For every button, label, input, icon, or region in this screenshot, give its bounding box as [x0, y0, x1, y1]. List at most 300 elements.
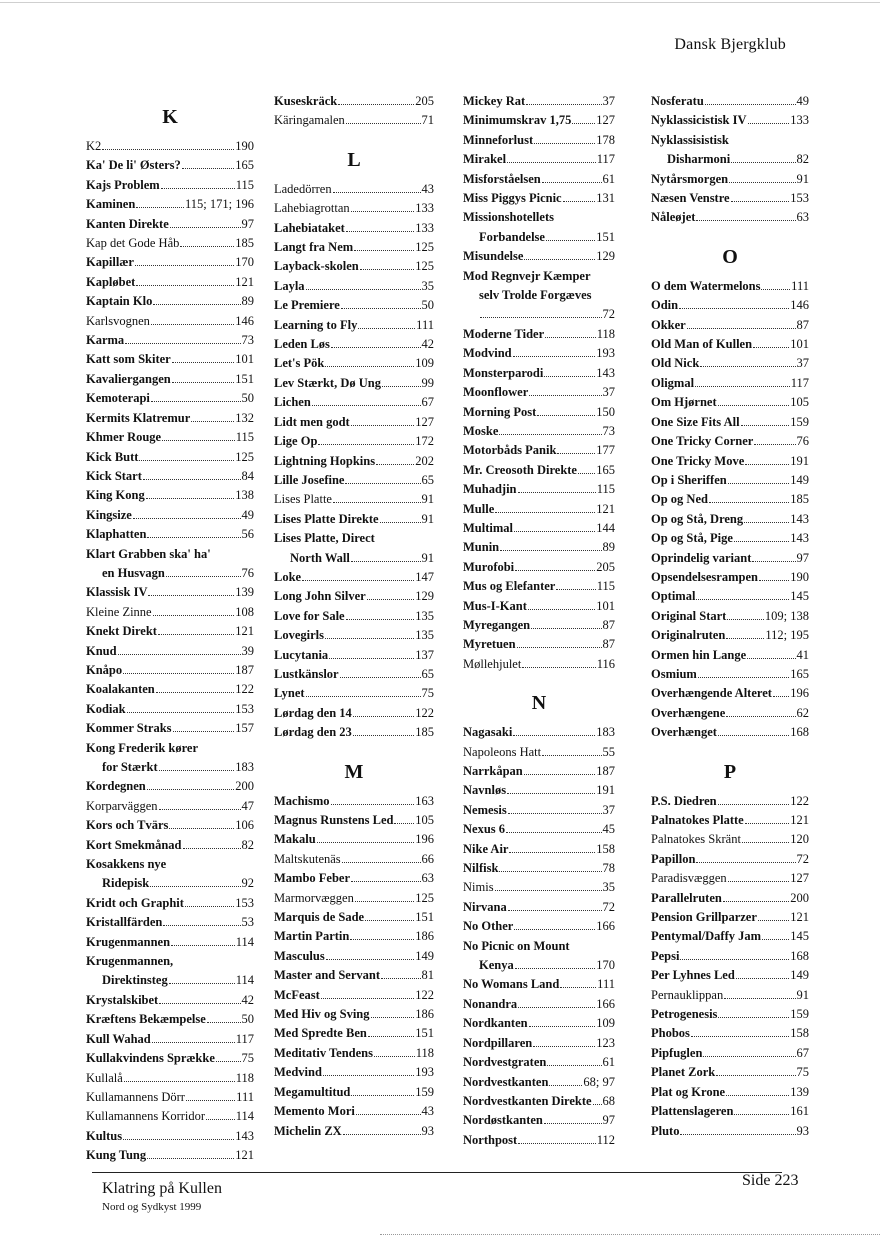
index-entry: [274, 92, 434, 111]
index-entry: [274, 1083, 434, 1102]
dot-leader: [161, 188, 235, 189]
page-reference: 42: [421, 337, 434, 352]
index-entry: [86, 467, 254, 486]
route-name: Kridt och Graphit: [86, 895, 184, 910]
index-entry: [651, 830, 809, 849]
index-entry: [274, 529, 434, 548]
route-name: Pernauklippan: [651, 987, 724, 1002]
index-entry: [86, 836, 254, 855]
index-entry: [463, 170, 615, 189]
route-name: Muhadjin: [463, 482, 517, 497]
page-reference: 200: [790, 890, 809, 905]
index-entry: [651, 277, 809, 296]
index-entry: [463, 383, 615, 402]
page-reference: 170: [596, 958, 615, 973]
page-reference: 115: [596, 482, 615, 497]
dot-leader: [762, 939, 789, 940]
dot-leader: [687, 328, 796, 329]
dot-leader: [158, 634, 234, 635]
index-entry: [651, 587, 809, 606]
index-entry: [274, 296, 434, 315]
route-name: Osmium: [651, 666, 697, 681]
route-name: Morning Post: [463, 404, 537, 419]
route-name: Lørdag den 23: [274, 725, 352, 740]
index-entry: [463, 635, 615, 654]
dot-leader: [191, 421, 234, 422]
route-name: Nytårsmorgen: [651, 171, 729, 186]
dot-leader: [143, 479, 241, 480]
dot-leader: [345, 483, 420, 484]
route-name: Napoleons Hatt: [463, 744, 542, 759]
page-reference: 116: [596, 656, 615, 671]
index-entry-continuation: [86, 971, 254, 990]
route-name: O dem Watermelons: [651, 278, 761, 293]
route-name: for Stærkt: [102, 760, 158, 774]
page-reference: 145: [790, 929, 809, 944]
index-entry: [463, 840, 615, 859]
route-name: Nimis: [463, 880, 494, 895]
page-reference: 72: [602, 899, 615, 914]
page-reference: 205: [596, 559, 615, 574]
dot-leader: [680, 959, 789, 960]
page-reference: 117: [235, 1031, 254, 1046]
page-reference: 41: [796, 647, 809, 662]
index-entry: [463, 743, 615, 762]
page-reference: 108: [235, 604, 254, 619]
footer-subtitle: Nord og Sydkyst 1999: [102, 1201, 202, 1213]
route-name: Nexus 6: [463, 822, 506, 837]
index-entry: [651, 607, 809, 626]
dot-leader: [318, 444, 414, 445]
page-reference: 63: [421, 871, 434, 886]
route-name: Long John Silver: [274, 589, 366, 604]
page-reference: 139: [235, 585, 254, 600]
page-reference: 187: [596, 764, 615, 778]
index-entry: [274, 316, 434, 335]
route-name: Myregangen: [463, 617, 531, 632]
page-reference: 35: [602, 880, 615, 895]
route-name: No Other: [463, 919, 514, 934]
page-reference: 91: [421, 492, 434, 507]
page-reference: 153: [235, 701, 254, 716]
dot-leader: [507, 793, 595, 794]
dot-leader: [718, 735, 789, 736]
page-reference: 190: [235, 139, 254, 153]
page-reference: 105: [790, 395, 809, 410]
page-reference: 72: [796, 851, 809, 866]
index-entry: [651, 510, 809, 529]
index-entry: [463, 1111, 615, 1130]
page-reference: 39: [241, 643, 254, 658]
dot-leader: [147, 789, 235, 790]
page-reference: 127: [790, 871, 809, 886]
index-entry: [651, 1122, 809, 1141]
route-name: Lises Platte, Direct: [274, 531, 375, 546]
dot-leader: [159, 1003, 240, 1004]
index-entry: [86, 700, 254, 719]
route-name: Miss Piggys Picnic: [463, 191, 562, 206]
dot-leader: [544, 1123, 602, 1124]
index-entry: [651, 432, 809, 451]
index-entry: [651, 316, 809, 335]
route-name: Nordøstkanten: [463, 1113, 543, 1128]
dot-leader: [356, 1114, 421, 1115]
page-reference: 121: [790, 910, 809, 925]
page-reference: 122: [415, 705, 434, 720]
index-entry: [651, 92, 809, 111]
route-name: Nagasaki: [463, 725, 513, 740]
page-reference: 109; 138: [764, 608, 809, 623]
dot-leader: [752, 561, 795, 562]
page-reference: 93: [796, 1123, 809, 1138]
dot-leader: [679, 308, 789, 309]
dot-leader: [744, 522, 789, 523]
page-reference: 185: [790, 492, 809, 507]
route-name: Multimal: [463, 520, 513, 535]
dot-leader: [325, 366, 414, 367]
route-name: Learning to Fly: [274, 317, 358, 332]
dot-leader: [376, 464, 414, 465]
route-name: Missionshotellets: [463, 210, 554, 225]
index-entry: [86, 991, 254, 1010]
dot-leader: [508, 910, 602, 911]
page-reference: 56: [241, 527, 254, 542]
route-name: North Wall: [290, 550, 350, 565]
route-name: Pentymal/Daffy Jam: [651, 929, 762, 944]
page-reference: 62: [796, 705, 809, 720]
index-entry: [463, 995, 615, 1014]
route-name: Pipfuglen: [651, 1045, 703, 1060]
page-reference: 147: [415, 569, 434, 584]
dot-leader: [123, 673, 234, 674]
route-name: Marmorvæggen: [274, 890, 354, 905]
route-name: Kaminen: [86, 197, 136, 212]
index-entry: [463, 878, 615, 897]
dot-leader: [517, 647, 602, 648]
route-name: Kapillær: [86, 255, 134, 270]
page-reference: 159: [790, 1007, 809, 1022]
page-reference: 186: [415, 929, 434, 944]
index-entry: [86, 1146, 254, 1165]
route-name: Nirvana: [463, 899, 507, 914]
dot-leader: [173, 731, 235, 732]
route-name: Mr. Creosoth Direkte: [463, 462, 577, 477]
dot-leader: [152, 1042, 235, 1043]
dot-leader: [394, 823, 414, 824]
route-name: Layback-skolen: [274, 259, 359, 274]
route-name: Marquis de Sade: [274, 910, 365, 925]
page-reference: 135: [415, 628, 434, 643]
dot-leader: [729, 182, 795, 183]
route-name: Krugenmannen: [86, 934, 171, 949]
page-reference: 78: [602, 861, 615, 876]
route-name: Kick Start: [86, 468, 142, 483]
page-reference: 158: [596, 841, 615, 856]
dot-leader: [515, 570, 595, 571]
route-name: Opsendelsesrampen: [651, 569, 758, 584]
index-entry: [86, 1049, 254, 1068]
route-name: Lynet: [274, 686, 305, 701]
route-name: Kenya: [479, 958, 514, 973]
route-name: Krugenmannen,: [86, 954, 174, 969]
page-reference: 151: [235, 371, 254, 386]
route-name: Makalu: [274, 832, 316, 847]
dot-leader: [742, 842, 789, 843]
index-entry: [651, 471, 809, 490]
page-reference: 187: [235, 662, 254, 677]
page-reference: 111: [791, 278, 809, 293]
dot-leader: [333, 502, 421, 503]
dot-leader: [500, 550, 601, 551]
page-reference: 133: [790, 113, 809, 128]
page-reference: 89: [241, 294, 254, 309]
route-name: Layla: [274, 278, 305, 293]
page-reference: 112: [596, 1132, 615, 1147]
page-reference: 82: [241, 837, 254, 852]
page-reference: 73: [602, 423, 615, 438]
index-entry: [463, 441, 615, 460]
route-name: Modvind: [463, 346, 512, 361]
page-reference: 122: [235, 682, 254, 697]
route-name: Misundelse: [463, 249, 524, 264]
dot-leader: [560, 987, 596, 988]
page-reference: 178: [596, 132, 615, 147]
index-entry: [651, 646, 809, 665]
index-entry: [274, 413, 434, 432]
dot-leader: [368, 1036, 414, 1037]
dot-leader: [381, 978, 420, 979]
page-reference: 115: [596, 579, 615, 594]
route-name: Direktinsteg: [102, 973, 168, 988]
route-name: selv Trolde Forgæves: [479, 288, 592, 303]
index-entry: [651, 393, 809, 412]
index-entry: [651, 889, 809, 908]
route-name: Op og Stå, Pige: [651, 531, 733, 546]
page-reference: 157: [235, 721, 254, 736]
page-reference: 165: [790, 666, 809, 681]
route-name: Mambo Feber: [274, 871, 351, 886]
route-name: Kapløbet: [86, 274, 136, 289]
index-entry: [463, 111, 615, 130]
index-entry: [274, 665, 434, 684]
route-name: Nåleøjet: [651, 210, 696, 225]
page-reference: 168: [790, 948, 809, 963]
route-name: Nyklassicistisk IV: [651, 113, 747, 128]
page-reference: 186: [415, 1007, 434, 1022]
index-entry: [86, 273, 254, 292]
route-name: Kavaliergangen: [86, 371, 171, 386]
page-reference: 121: [235, 274, 254, 289]
page-reference: 101: [790, 337, 809, 352]
top-rule: [0, 2, 880, 3]
index-entry: [463, 422, 615, 441]
dot-leader: [367, 599, 415, 600]
page-reference: 43: [421, 181, 434, 196]
index-entry: [86, 583, 254, 602]
route-name: Lørdag den 14: [274, 705, 352, 720]
index-entry: [463, 917, 615, 936]
index-entry: [463, 820, 615, 839]
index-entry: [651, 684, 809, 703]
index-entry: [463, 577, 615, 596]
dot-leader: [350, 939, 414, 940]
route-name: Optimal: [651, 589, 696, 604]
index-entry: [274, 869, 434, 888]
page-reference: 67: [796, 1045, 809, 1060]
dot-leader: [170, 227, 241, 228]
route-name: Moske: [463, 423, 499, 438]
page-reference: 121: [235, 1148, 254, 1163]
index-entry: [463, 1034, 615, 1053]
index-entry: [274, 927, 434, 946]
index-entry: [651, 354, 809, 373]
index-entry: [463, 597, 615, 616]
dot-leader: [545, 337, 596, 338]
page-reference: 67: [421, 395, 434, 410]
page-reference: 200: [235, 779, 254, 794]
route-name: Med Hiv og Sving: [274, 1007, 370, 1022]
route-name: Karma: [86, 333, 125, 348]
route-name: Michelin ZX: [274, 1123, 342, 1138]
dot-leader: [537, 415, 595, 416]
page-reference: 93: [421, 1123, 434, 1138]
dot-leader: [159, 809, 241, 810]
dot-leader: [183, 848, 241, 849]
route-name: Love for Sale: [274, 608, 345, 623]
dot-leader: [207, 1022, 241, 1023]
page-reference: 129: [415, 589, 434, 604]
dot-leader: [753, 347, 789, 348]
route-name: Kræftens Bekæmpelse: [86, 1012, 206, 1027]
dot-leader: [302, 580, 414, 581]
index-entry: [463, 364, 615, 383]
index-entry: [86, 603, 254, 622]
index-entry: [274, 626, 434, 645]
route-name: Old Nick: [651, 356, 700, 371]
dot-leader: [331, 804, 415, 805]
route-name: Monsterparodi: [463, 365, 544, 380]
index-entry: [86, 525, 254, 544]
page-reference: 97: [796, 550, 809, 565]
route-name: Leden Løs: [274, 337, 330, 352]
page-reference: 193: [415, 1065, 434, 1080]
index-entry: [463, 1131, 615, 1150]
index-entry: [463, 723, 615, 742]
route-name: Mus og Elefanter: [463, 579, 556, 594]
page-reference: 149: [415, 948, 434, 963]
dot-leader: [507, 162, 596, 163]
route-name: Knåpo: [86, 662, 123, 677]
page-reference: 45: [602, 822, 615, 837]
dot-leader: [331, 347, 421, 348]
dot-leader: [747, 658, 795, 659]
page-reference: 81: [421, 968, 434, 983]
index-entry: [463, 1073, 615, 1092]
page-reference: 115; 171; 196: [185, 197, 254, 212]
route-name: Klassisk IV: [86, 585, 148, 600]
dot-leader: [351, 425, 415, 426]
index-column-2: [274, 92, 434, 1141]
index-entry: [274, 792, 434, 811]
page-reference: 49: [241, 507, 254, 522]
page-reference: 118: [415, 1045, 434, 1060]
dot-leader: [185, 906, 234, 907]
dot-leader: [216, 1061, 241, 1062]
route-name: Disharmoni: [667, 152, 731, 167]
page-reference: 84: [241, 468, 254, 483]
dot-leader: [371, 1017, 415, 1018]
index-entry: [274, 966, 434, 985]
dot-leader: [171, 945, 235, 946]
page-reference: 63: [796, 210, 809, 225]
page-reference: 72: [602, 307, 615, 322]
page-reference: 168: [790, 725, 809, 740]
dot-leader: [206, 1119, 235, 1120]
route-name: Mulle: [463, 501, 495, 516]
page-reference: 114: [235, 973, 254, 988]
route-name: Moonflower: [463, 385, 529, 400]
index-entry: [274, 277, 434, 296]
dot-leader: [338, 104, 414, 105]
section-letter: K: [162, 106, 178, 128]
dot-leader: [499, 871, 601, 872]
dot-leader: [354, 250, 414, 251]
index-entry-continuation: [274, 549, 434, 568]
dot-leader: [518, 492, 596, 493]
route-name: Lustkänslor: [274, 666, 339, 681]
index-entry: [651, 374, 809, 393]
page-reference: 50: [241, 1012, 254, 1027]
route-name: Nosferatu: [651, 94, 704, 108]
page-reference: 73: [241, 333, 254, 348]
index-entry: [86, 292, 254, 311]
route-name: Lidt men godt: [274, 414, 350, 429]
dot-leader: [547, 1065, 601, 1066]
dot-leader: [506, 832, 601, 833]
dot-leader: [705, 104, 796, 105]
dot-leader: [169, 828, 234, 829]
page-reference: 205: [415, 94, 434, 108]
dot-leader: [136, 285, 234, 286]
dot-leader: [728, 881, 790, 882]
route-name: No Womans Land: [463, 977, 560, 992]
route-name: Knud: [86, 643, 117, 658]
index-entry: [651, 413, 809, 432]
dot-leader: [731, 162, 795, 163]
index-entry: [86, 952, 254, 971]
dot-leader: [513, 356, 596, 357]
page-reference: 76: [796, 434, 809, 449]
dot-leader: [718, 1017, 789, 1018]
route-name: Nordkanten: [463, 1016, 528, 1031]
dot-leader: [572, 123, 595, 124]
index-entry: [86, 680, 254, 699]
index-entry: [651, 966, 809, 985]
page-reference: 92: [241, 876, 254, 891]
route-name: Plattenslageren: [651, 1104, 734, 1119]
index-entry: [651, 1102, 809, 1121]
page-reference: 117: [596, 152, 615, 167]
page-reference: 109: [415, 356, 434, 371]
dot-leader: [726, 716, 795, 717]
dot-leader: [542, 182, 602, 183]
index-entry: [463, 403, 615, 422]
index-entry-continuation: [463, 228, 615, 247]
page-reference: 123: [596, 1035, 615, 1050]
index-entry: [463, 538, 615, 557]
page-reference: 133: [415, 201, 434, 216]
route-name: Op og Ned: [651, 492, 708, 507]
